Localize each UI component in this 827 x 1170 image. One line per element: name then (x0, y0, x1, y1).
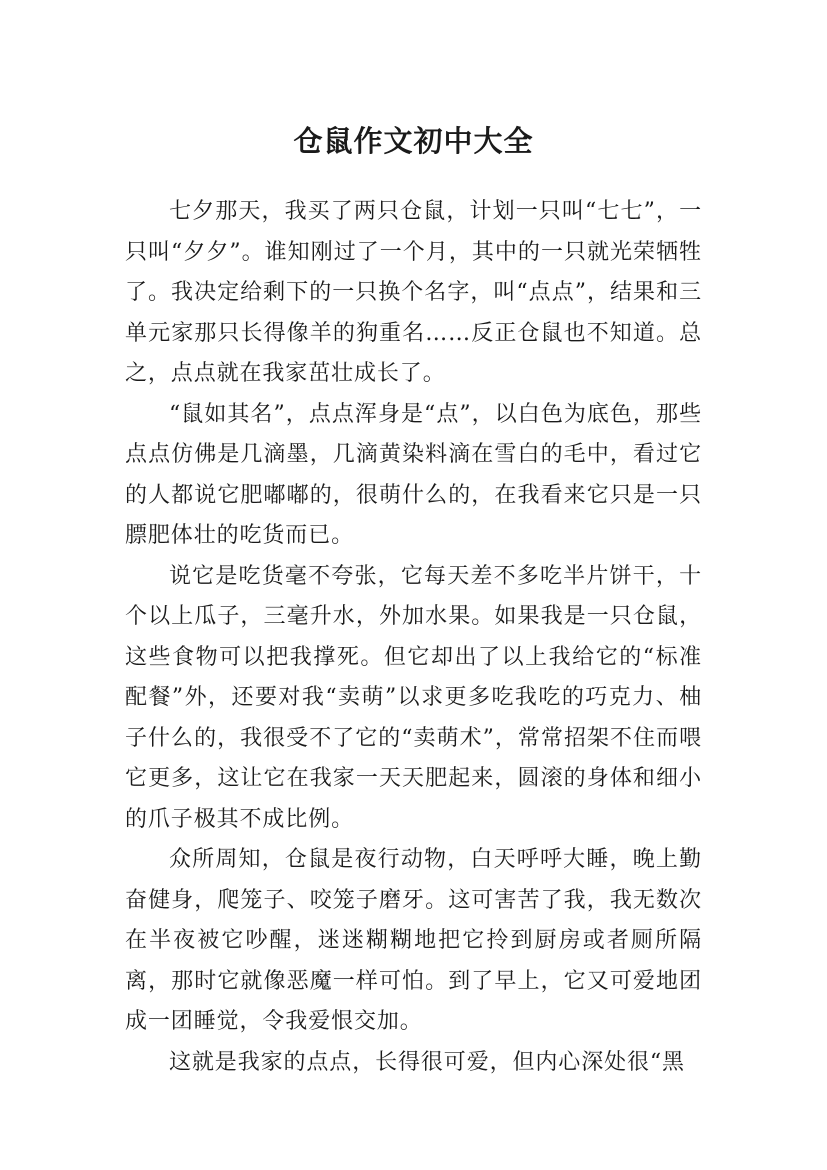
paragraph-4: 众所周知，仓鼠是夜行动物，白天呼呼大睡，晚上勤奋健身，爬笼子、咬笼子磨牙。这可害苦了我，我无数次在半夜被它吵醒，迷迷糊糊地把它拎到厨房或者厕所隔离，那时它就像恶魔一样可怕。到了早上，它又可爱地团成一团睡觉，令我爱恨交加。 (125, 847, 702, 1034)
paragraph-5: 这就是我家的点点，长得很可爱，但内心深处很“黑 (169, 1049, 685, 1075)
paragraph-1: 七夕那天，我买了两只仓鼠，计划一只叫“七七”，一只叫“夕夕”。谁知刚过了一个月，其中的一只就光荣牺牲了。我决定给剩下的一只换个名字，叫“点点”，结果和三单元家那只长得像羊的狗重名……反正仓鼠也不知道。总之，点点就在我家茁壮成长了。 (125, 199, 702, 386)
document-body (125, 192, 702, 1083)
document-title: 仓鼠作文初中大全 (293, 124, 534, 159)
paragraph-3: 说它是吃货毫不夸张，它每天差不多吃半片饼干，十个以上瓜子，三毫升水，外加水果。如果我是一只仓鼠，这些食物可以把我撑死。但它却出了以上我给它的“标准配餐”外，还要对我“卖萌”以求更多吃我吃的巧克力、柚子什么的，我很受不了它的“卖萌术”，常常招架不住而喂它更多，这让它在我家一天天肥起来，圆滚的身体和细小的爪子极其不成比例。 (125, 563, 702, 832)
paragraph-2: “鼠如其名”，点点浑身是“点”，以白色为底色，那些点点仿佛是几滴墨，几滴黄染料滴在雪白的毛中，看过它的人都说它肥嘟嘟的，很萌什么的，在我看来它只是一只膘肥体壮的吃货而已。 (125, 401, 702, 548)
